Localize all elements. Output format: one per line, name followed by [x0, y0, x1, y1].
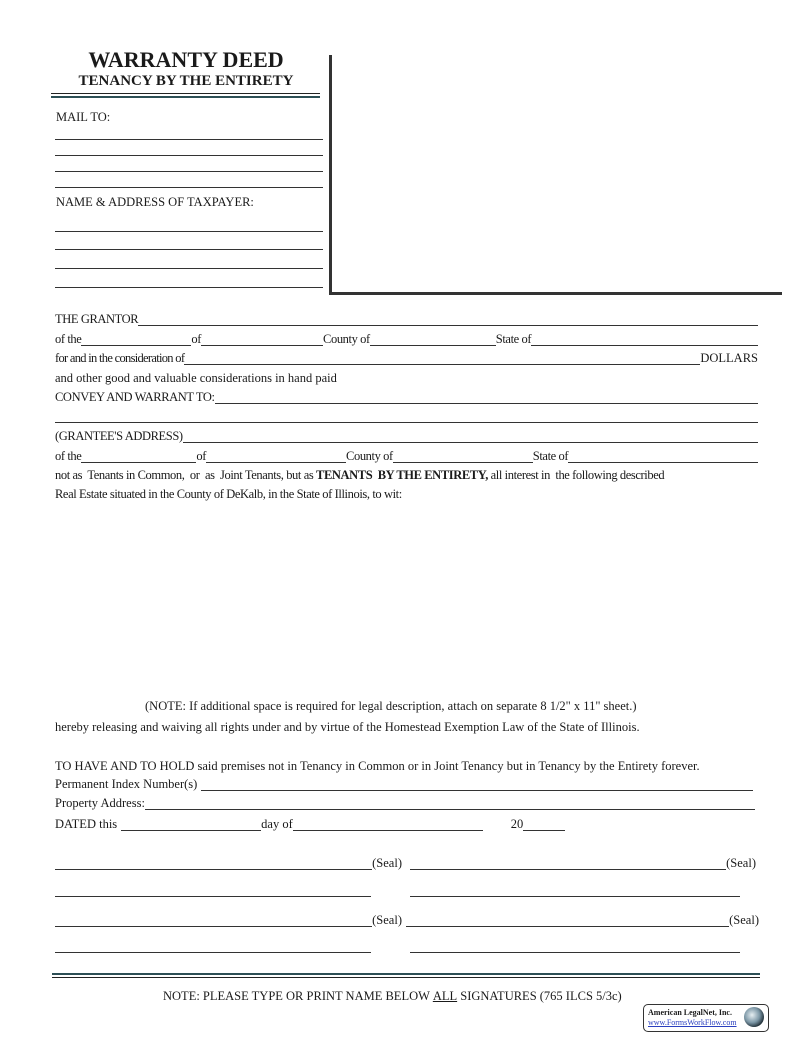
homestead-text: hereby releasing and waiving all rights under and by virtue of the Homestead Exemption Law of the State of Illinois.: [55, 720, 640, 734]
mail-to-line[interactable]: [55, 139, 323, 140]
grantor-of-field[interactable]: [201, 333, 323, 346]
mail-to-line[interactable]: [55, 171, 323, 172]
printed-name-line-2[interactable]: [410, 896, 740, 897]
county-of-label: County of: [323, 332, 370, 346]
globe-icon: [744, 1007, 764, 1027]
grantee-of-the-field[interactable]: [81, 450, 196, 463]
pin-field[interactable]: [201, 778, 753, 791]
grantor-label: THE GRANTOR: [55, 312, 139, 326]
title-rule: [51, 93, 320, 94]
real-estate-text: Real Estate situated in the County of DeKalb, in the State of Illinois, to wit:: [55, 487, 402, 501]
pin-label: Permanent Index Number(s): [55, 777, 198, 791]
dated-month-field[interactable]: [293, 818, 483, 831]
legal-description-area[interactable]: [55, 510, 758, 690]
footer-rule: [52, 973, 760, 975]
footer-rule-thin: [52, 977, 760, 978]
grantee-name-field[interactable]: [215, 391, 758, 404]
consideration-label: for and in the consideration of: [55, 351, 185, 365]
taxpayer-line[interactable]: [55, 268, 323, 269]
signature-line-3[interactable]: [55, 914, 372, 927]
tenancy-text: not as Tenants in Common, or as Joint Tenants, but as: [55, 468, 317, 482]
taxpayer-line[interactable]: [55, 249, 323, 250]
consideration-amount-field[interactable]: [184, 352, 700, 365]
printed-name-line-1[interactable]: [55, 896, 371, 897]
grantor-of-the-field[interactable]: [81, 333, 191, 346]
mail-to-line[interactable]: [55, 155, 323, 156]
title-rule-accent: [51, 96, 320, 98]
tenancy-clause: [55, 468, 758, 482]
printed-name-line-3[interactable]: [55, 952, 371, 953]
grantee-name-field-2[interactable]: [55, 422, 758, 423]
logo-company: American LegalNet, Inc.: [648, 1008, 732, 1017]
signature-line-1[interactable]: [55, 857, 372, 870]
seal-label: (Seal): [726, 856, 756, 870]
logo-url-link[interactable]: www.FormsWorkFlow.com: [648, 1018, 737, 1027]
state-of-label: State of: [532, 449, 569, 463]
state-of-label: State of: [495, 332, 532, 346]
recorder-box-bottom-border: [329, 292, 782, 295]
other-considerations-text: and other good and valuable considerations in hand paid: [55, 371, 337, 385]
printed-name-line-4[interactable]: [410, 952, 740, 953]
taxpayer-line[interactable]: [55, 231, 323, 232]
tenancy-bold-text: TENANTS BY THE ENTIRETY,: [316, 468, 488, 482]
grantor-name-field[interactable]: [138, 313, 758, 326]
seal-label: (Seal): [372, 856, 402, 870]
grantor-county-field[interactable]: [370, 333, 496, 346]
taxpayer-line[interactable]: [55, 287, 323, 288]
of-label: of: [191, 332, 202, 346]
of-label: of: [196, 449, 207, 463]
property-address-label: Property Address:: [55, 796, 145, 810]
seal-label: (Seal): [729, 913, 759, 927]
document-subtitle: TENANCY BY THE ENTIRETY: [78, 73, 294, 89]
county-of-label: County of: [346, 449, 393, 463]
american-legalnet-logo: [643, 1004, 769, 1032]
seal-label: (Seal): [372, 913, 402, 927]
document-title: WARRANTY DEED: [88, 47, 284, 72]
footer-note-text-post: SIGNATURES (765 ILCS 5/3c): [457, 989, 622, 1003]
signature-line-4[interactable]: [406, 914, 729, 927]
grantee-state-field[interactable]: [568, 450, 758, 463]
year-prefix: 20: [510, 817, 524, 831]
of-the-label: of the: [55, 449, 82, 463]
grantee-address-label: (GRANTEE'S ADDRESS): [55, 429, 183, 443]
convey-label: CONVEY AND WARRANT TO:: [55, 390, 215, 404]
footer-note: [163, 989, 622, 1003]
day-of-label: day of: [261, 817, 293, 831]
dated-this-label: DATED this: [55, 817, 118, 831]
grantor-state-field[interactable]: [531, 333, 758, 346]
taxpayer-label: NAME & ADDRESS OF TAXPAYER:: [56, 195, 254, 209]
footer-note-underlined: ALL: [432, 989, 458, 1003]
of-the-label: of the: [55, 332, 82, 346]
dated-year-field[interactable]: [523, 818, 565, 831]
footer-note-text: NOTE: PLEASE TYPE OR PRINT NAME BELOW: [163, 989, 433, 1003]
property-address-field[interactable]: [145, 797, 755, 810]
grantee-address-field[interactable]: [183, 430, 758, 443]
grantee-county-field[interactable]: [393, 450, 533, 463]
signature-line-2[interactable]: [410, 857, 726, 870]
to-have-text: TO HAVE AND TO HOLD said premises not in Tenancy in Common or in Joint Tenancy but in Tenancy by the Entirety forever.: [55, 759, 700, 773]
grantee-of-field[interactable]: [206, 450, 346, 463]
dated-day-field[interactable]: [121, 818, 261, 831]
mail-to-line[interactable]: [55, 187, 323, 188]
recorder-box-left-border: [329, 55, 332, 295]
mail-to-label: MAIL TO:: [56, 110, 111, 124]
dollars-label: DOLLARS: [700, 351, 758, 365]
tenancy-text-post: all interest in the following described: [487, 468, 665, 482]
legal-note: (NOTE: If additional space is required for legal description, attach on separate 8 1/2" x 11" sheet.): [145, 699, 637, 713]
